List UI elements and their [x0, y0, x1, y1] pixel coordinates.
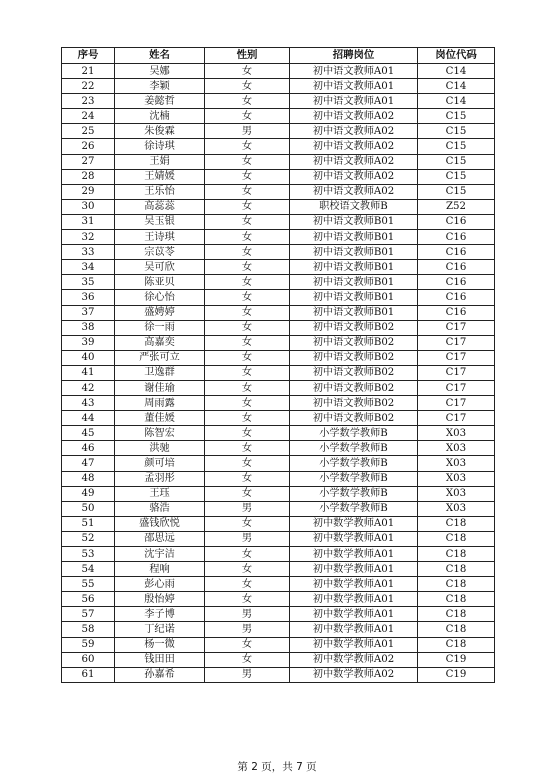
- header-name: 姓名: [115, 48, 205, 64]
- cell-position: 初中数学教师A01: [290, 637, 418, 652]
- cell-position: 小学数学教师B: [290, 441, 418, 456]
- table-row: [62, 79, 495, 94]
- cell-name: 李颖: [115, 79, 205, 94]
- cell-position: 小学数学教师B: [290, 426, 418, 441]
- cell-position: 初中数学教师A01: [290, 547, 418, 562]
- cell-position-code: C15: [418, 124, 495, 139]
- cell-serial-number: 45: [62, 426, 115, 441]
- table-row: [62, 290, 495, 305]
- cell-serial-number: 22: [62, 79, 115, 94]
- cell-position-code: C15: [418, 139, 495, 154]
- cell-gender: 女: [205, 79, 290, 94]
- cell-serial-number: 55: [62, 577, 115, 592]
- cell-name: 王诗琪: [115, 230, 205, 245]
- cell-position-code: C16: [418, 245, 495, 260]
- table-row: [62, 154, 495, 169]
- cell-name: 孟羽彤: [115, 471, 205, 486]
- table-row: [62, 64, 495, 79]
- results-table-container: [61, 47, 494, 683]
- table-row: [62, 667, 495, 682]
- cell-position-code: C19: [418, 652, 495, 667]
- cell-position: 初中语文教师B01: [290, 245, 418, 260]
- cell-position: 初中语文教师A01: [290, 79, 418, 94]
- cell-position-code: X03: [418, 486, 495, 501]
- cell-serial-number: 50: [62, 501, 115, 516]
- cell-name: 宗苡苓: [115, 245, 205, 260]
- cell-name: 颜可培: [115, 456, 205, 471]
- table-row: [62, 320, 495, 335]
- cell-name: 丁纪诺: [115, 622, 205, 637]
- cell-position-code: C17: [418, 335, 495, 350]
- cell-serial-number: 61: [62, 667, 115, 682]
- cell-serial-number: 59: [62, 637, 115, 652]
- cell-position: 初中语文教师B01: [290, 305, 418, 320]
- cell-position-code: C16: [418, 275, 495, 290]
- cell-position: 初中数学教师A01: [290, 622, 418, 637]
- cell-position-code: C18: [418, 577, 495, 592]
- cell-position: 初中语文教师A02: [290, 124, 418, 139]
- cell-serial-number: 26: [62, 139, 115, 154]
- cell-position: 小学数学教师B: [290, 471, 418, 486]
- cell-position-code: C15: [418, 169, 495, 184]
- table-row: [62, 335, 495, 350]
- cell-gender: 女: [205, 652, 290, 667]
- cell-name: 孙嘉希: [115, 667, 205, 682]
- cell-serial-number: 23: [62, 94, 115, 109]
- table-row: [62, 441, 495, 456]
- cell-name: 陈智宏: [115, 426, 205, 441]
- cell-gender: 女: [205, 592, 290, 607]
- header-gender: 性别: [205, 48, 290, 64]
- cell-gender: 女: [205, 109, 290, 124]
- table-row: [62, 260, 495, 275]
- cell-serial-number: 53: [62, 547, 115, 562]
- header-serial-number: 序号: [62, 48, 115, 64]
- cell-gender: 女: [205, 577, 290, 592]
- table-row: [62, 426, 495, 441]
- page-number: 第 2 页，共 7 页: [237, 761, 317, 773]
- table-row: [62, 214, 495, 229]
- cell-name: 王乐怡: [115, 184, 205, 199]
- cell-position: 初中语文教师B01: [290, 230, 418, 245]
- cell-gender: 女: [205, 350, 290, 365]
- cell-gender: 女: [205, 456, 290, 471]
- cell-position-code: X03: [418, 456, 495, 471]
- cell-position: 初中数学教师A01: [290, 607, 418, 622]
- cell-name: 吴玉银: [115, 214, 205, 229]
- cell-name: 邵思远: [115, 531, 205, 546]
- table-row: [62, 456, 495, 471]
- cell-serial-number: 39: [62, 335, 115, 350]
- table-row: [62, 275, 495, 290]
- cell-position-code: C17: [418, 411, 495, 426]
- cell-position: 初中语文教师A02: [290, 154, 418, 169]
- cell-position: 初中数学教师A02: [290, 652, 418, 667]
- cell-position: 职校语文教师B: [290, 199, 418, 214]
- table-row: [62, 139, 495, 154]
- cell-gender: 男: [205, 531, 290, 546]
- table-row: [62, 577, 495, 592]
- cell-serial-number: 57: [62, 607, 115, 622]
- cell-position-code: C18: [418, 531, 495, 546]
- cell-position-code: C16: [418, 230, 495, 245]
- cell-gender: 女: [205, 365, 290, 380]
- cell-name: 沈楠: [115, 109, 205, 124]
- cell-position-code: C15: [418, 109, 495, 124]
- cell-position-code: C17: [418, 350, 495, 365]
- cell-name: 高嘉奕: [115, 335, 205, 350]
- table-row: [62, 245, 495, 260]
- cell-name: 徐心怡: [115, 290, 205, 305]
- cell-gender: 女: [205, 154, 290, 169]
- cell-serial-number: 32: [62, 230, 115, 245]
- cell-serial-number: 58: [62, 622, 115, 637]
- cell-gender: 男: [205, 622, 290, 637]
- cell-position-code: C17: [418, 365, 495, 380]
- cell-serial-number: 56: [62, 592, 115, 607]
- cell-serial-number: 34: [62, 260, 115, 275]
- cell-name: 沈宇洁: [115, 547, 205, 562]
- table-header: [62, 48, 495, 64]
- cell-position-code: C16: [418, 305, 495, 320]
- cell-position-code: C19: [418, 667, 495, 682]
- cell-position-code: X03: [418, 426, 495, 441]
- cell-gender: 女: [205, 637, 290, 652]
- cell-name: 董佳媛: [115, 411, 205, 426]
- table-row: [62, 169, 495, 184]
- cell-gender: 女: [205, 516, 290, 531]
- cell-position: 初中语文教师B02: [290, 396, 418, 411]
- cell-position: 小学数学教师B: [290, 501, 418, 516]
- cell-gender: 女: [205, 260, 290, 275]
- cell-serial-number: 24: [62, 109, 115, 124]
- table-row: [62, 531, 495, 546]
- cell-serial-number: 25: [62, 124, 115, 139]
- table-row: [62, 350, 495, 365]
- table-row: [62, 547, 495, 562]
- cell-position: 初中语文教师A02: [290, 184, 418, 199]
- cell-gender: 女: [205, 320, 290, 335]
- cell-serial-number: 33: [62, 245, 115, 260]
- cell-position: 初中语文教师B02: [290, 320, 418, 335]
- cell-position-code: C14: [418, 79, 495, 94]
- cell-gender: 女: [205, 230, 290, 245]
- cell-position-code: Z52: [418, 199, 495, 214]
- table-row: [62, 637, 495, 652]
- cell-gender: 女: [205, 441, 290, 456]
- cell-position: 初中语文教师A02: [290, 169, 418, 184]
- table-row: [62, 109, 495, 124]
- cell-name: 吴可欣: [115, 260, 205, 275]
- cell-position: 初中语文教师B02: [290, 411, 418, 426]
- cell-gender: 女: [205, 380, 290, 395]
- cell-name: 彭心雨: [115, 577, 205, 592]
- cell-position-code: C18: [418, 607, 495, 622]
- cell-serial-number: 51: [62, 516, 115, 531]
- cell-position-code: C15: [418, 154, 495, 169]
- cell-gender: 女: [205, 214, 290, 229]
- cell-position-code: X03: [418, 471, 495, 486]
- cell-position-code: C17: [418, 396, 495, 411]
- cell-name: 高蕊蕊: [115, 199, 205, 214]
- cell-position: 初中数学教师A01: [290, 562, 418, 577]
- cell-name: 徐诗琪: [115, 139, 205, 154]
- cell-serial-number: 42: [62, 380, 115, 395]
- table-row: [62, 607, 495, 622]
- table-row: [62, 94, 495, 109]
- cell-position-code: C18: [418, 622, 495, 637]
- cell-position-code: C14: [418, 94, 495, 109]
- table-row: [62, 562, 495, 577]
- header-row: [62, 48, 495, 64]
- cell-name: 骆浩: [115, 501, 205, 516]
- cell-position-code: C18: [418, 547, 495, 562]
- cell-name: 杨一微: [115, 637, 205, 652]
- cell-name: 洪驰: [115, 441, 205, 456]
- cell-position: 初中语文教师B02: [290, 350, 418, 365]
- cell-position: 小学数学教师B: [290, 486, 418, 501]
- cell-serial-number: 47: [62, 456, 115, 471]
- cell-position-code: X03: [418, 441, 495, 456]
- cell-serial-number: 29: [62, 184, 115, 199]
- cell-name: 殷怡婷: [115, 592, 205, 607]
- cell-name: 王婧媛: [115, 169, 205, 184]
- cell-gender: 女: [205, 486, 290, 501]
- cell-position: 初中语文教师B02: [290, 335, 418, 350]
- table-row: [62, 380, 495, 395]
- table-row: [62, 305, 495, 320]
- table-row: [62, 516, 495, 531]
- cell-gender: 女: [205, 411, 290, 426]
- cell-gender: 女: [205, 396, 290, 411]
- cell-position-code: C16: [418, 260, 495, 275]
- cell-position: 初中语文教师B02: [290, 380, 418, 395]
- cell-serial-number: 54: [62, 562, 115, 577]
- cell-serial-number: 36: [62, 290, 115, 305]
- cell-serial-number: 40: [62, 350, 115, 365]
- table-row: [62, 501, 495, 516]
- cell-position: 小学数学教师B: [290, 456, 418, 471]
- cell-name: 陈亚贝: [115, 275, 205, 290]
- cell-position-code: C18: [418, 516, 495, 531]
- cell-serial-number: 37: [62, 305, 115, 320]
- table-body: [62, 64, 495, 683]
- cell-name: 王珏: [115, 486, 205, 501]
- cell-serial-number: 49: [62, 486, 115, 501]
- table-row: [62, 365, 495, 380]
- cell-name: 盛钱欣悦: [115, 516, 205, 531]
- cell-name: 程响: [115, 562, 205, 577]
- cell-position: 初中语文教师A02: [290, 109, 418, 124]
- table-row: [62, 124, 495, 139]
- table-row: [62, 411, 495, 426]
- cell-gender: 女: [205, 471, 290, 486]
- cell-serial-number: 35: [62, 275, 115, 290]
- cell-serial-number: 48: [62, 471, 115, 486]
- cell-name: 盛娉婷: [115, 305, 205, 320]
- cell-serial-number: 21: [62, 64, 115, 79]
- cell-serial-number: 60: [62, 652, 115, 667]
- cell-name: 谢佳瑜: [115, 380, 205, 395]
- cell-position: 初中数学教师A02: [290, 667, 418, 682]
- cell-name: 徐一雨: [115, 320, 205, 335]
- cell-gender: 女: [205, 139, 290, 154]
- cell-position: 初中语文教师B01: [290, 290, 418, 305]
- cell-position: 初中语文教师A01: [290, 64, 418, 79]
- header-position-code: 岗位代码: [418, 48, 495, 64]
- cell-position: 初中语文教师B01: [290, 275, 418, 290]
- cell-gender: 女: [205, 275, 290, 290]
- cell-position-code: C15: [418, 184, 495, 199]
- header-position: 招聘岗位: [290, 48, 418, 64]
- cell-gender: 女: [205, 547, 290, 562]
- cell-gender: 男: [205, 607, 290, 622]
- cell-position-code: C14: [418, 64, 495, 79]
- cell-serial-number: 28: [62, 169, 115, 184]
- cell-gender: 女: [205, 169, 290, 184]
- cell-serial-number: 31: [62, 214, 115, 229]
- cell-gender: 女: [205, 562, 290, 577]
- table-row: [62, 592, 495, 607]
- cell-gender: 女: [205, 290, 290, 305]
- cell-position: 初中语文教师B01: [290, 214, 418, 229]
- cell-serial-number: 43: [62, 396, 115, 411]
- cell-name: 周雨露: [115, 396, 205, 411]
- table-row: [62, 230, 495, 245]
- cell-serial-number: 27: [62, 154, 115, 169]
- table-row: [62, 184, 495, 199]
- cell-position-code: C16: [418, 290, 495, 305]
- cell-position-code: C17: [418, 320, 495, 335]
- cell-position-code: C18: [418, 637, 495, 652]
- cell-serial-number: 38: [62, 320, 115, 335]
- cell-gender: 女: [205, 184, 290, 199]
- cell-gender: 女: [205, 245, 290, 260]
- cell-name: 姜懿哲: [115, 94, 205, 109]
- cell-position-code: X03: [418, 501, 495, 516]
- cell-name: 朱俊霖: [115, 124, 205, 139]
- cell-serial-number: 30: [62, 199, 115, 214]
- cell-gender: 女: [205, 199, 290, 214]
- cell-serial-number: 46: [62, 441, 115, 456]
- cell-serial-number: 41: [62, 365, 115, 380]
- cell-name: 卫逸群: [115, 365, 205, 380]
- cell-position: 初中语文教师A02: [290, 139, 418, 154]
- cell-serial-number: 44: [62, 411, 115, 426]
- cell-gender: 男: [205, 667, 290, 682]
- cell-name: 钱田田: [115, 652, 205, 667]
- table-row: [62, 471, 495, 486]
- cell-position-code: C16: [418, 214, 495, 229]
- cell-gender: 女: [205, 305, 290, 320]
- table-row: [62, 396, 495, 411]
- cell-position: 初中数学教师A01: [290, 592, 418, 607]
- cell-position: 初中语文教师A01: [290, 94, 418, 109]
- table-row: [62, 622, 495, 637]
- cell-gender: 男: [205, 501, 290, 516]
- cell-position: 初中语文教师B02: [290, 365, 418, 380]
- cell-gender: 男: [205, 124, 290, 139]
- cell-gender: 女: [205, 426, 290, 441]
- cell-position: 初中数学教师A01: [290, 516, 418, 531]
- cell-position-code: C18: [418, 562, 495, 577]
- cell-gender: 女: [205, 335, 290, 350]
- table-row: [62, 652, 495, 667]
- table-row: [62, 199, 495, 214]
- cell-gender: 女: [205, 64, 290, 79]
- results-table: [61, 47, 495, 683]
- cell-name: 王娟: [115, 154, 205, 169]
- cell-position-code: C18: [418, 592, 495, 607]
- cell-name: 吴娜: [115, 64, 205, 79]
- table-row: [62, 486, 495, 501]
- cell-name: 李子博: [115, 607, 205, 622]
- cell-gender: 女: [205, 94, 290, 109]
- cell-position-code: C17: [418, 380, 495, 395]
- cell-position: 初中数学教师A01: [290, 577, 418, 592]
- cell-name: 严张可立: [115, 350, 205, 365]
- cell-position: 初中语文教师B01: [290, 260, 418, 275]
- cell-serial-number: 52: [62, 531, 115, 546]
- cell-position: 初中数学教师A01: [290, 531, 418, 546]
